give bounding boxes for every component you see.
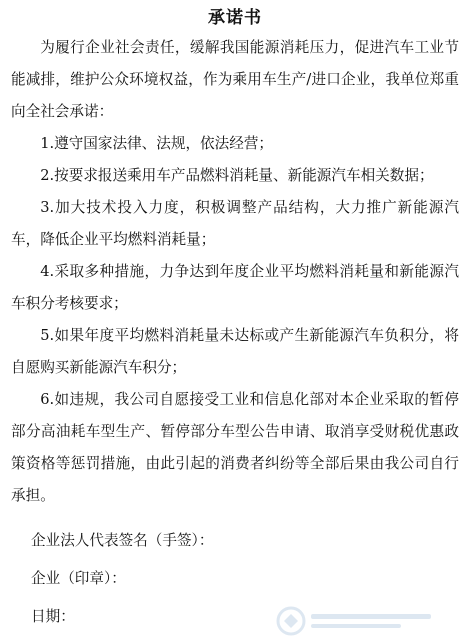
spacer xyxy=(11,512,459,522)
representative-signature-label: 企业法人代表签名（手签）： xyxy=(31,532,214,549)
document-title: 承诺书 xyxy=(208,8,262,28)
commitment-item-2: 2.按要求报送乘用车产品燃料消耗量、新能源汽车相关数据； xyxy=(40,167,434,184)
commitment-item-1: 1.遵守国家法律、法规，依法经营； xyxy=(40,135,274,152)
commitment-item-3: 3.加大技术投入力度，积极调整产品结构，大力推广新能源汽车，降低企业平均燃料消耗量； xyxy=(11,199,459,248)
company-seal-label: 企业（印章）： xyxy=(31,570,126,587)
commitment-item-5: 5.如果年度平均燃料消耗量未达标或产生新能源汽车负积分，将自愿购买新能源汽车积分； xyxy=(11,327,459,376)
intro-paragraph: 为履行企业社会责任，缓解我国能源消耗压力，促进汽车工业节能减排，维护公众环境权益，作为乘用车生产/进口企业，我单位郑重向全社会承诺： xyxy=(11,39,459,120)
commitment-item-6: 6.如违规，我公司自愿接受工业和信息化部对本企业采取的暂停部分高油耗车型生产、暂停部分车型公告申请、取消享受财税优惠政策资格等惩罚措施，由此引起的消费者纠纷等全部后果由我公司自行承担。 xyxy=(11,391,459,504)
watermark-logo xyxy=(275,604,445,638)
date-label: 日期： xyxy=(31,608,75,625)
commitment-item-4: 4.采取多种措施，力争达到年度企业平均燃料消耗量和新能源汽车积分考核要求； xyxy=(11,263,459,312)
